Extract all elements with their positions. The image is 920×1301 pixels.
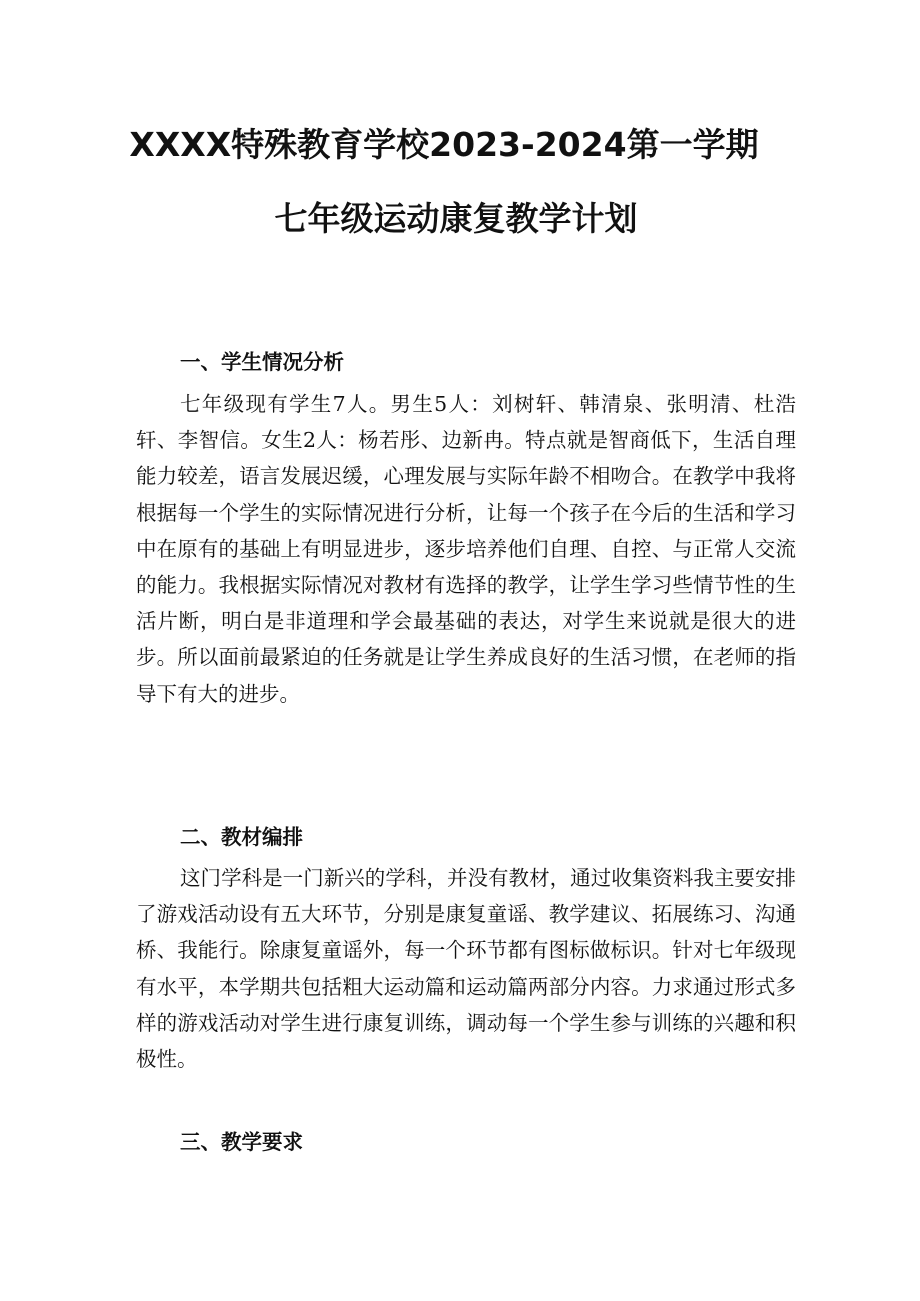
section-heading-requirements: 三、教学要求 — [180, 1130, 303, 1154]
section-paragraph-materials: 这门学科是一门新兴的学科，并没有教材，通过收集资料我主要安排了游戏活动设有五大环节，分别是康复童谣、教学建议、拓展练习、沟通桥、我能行。除康复童谣外，每一个环节都有图标做标识。针对七年级现有水平，本学期共包括粗大运动篇和运动篇两部分内容。力求通过形式多样的游戏活动对学生进行康复训练，调动每一个学生参与训练的兴趣和积极性。 — [136, 866, 796, 1072]
document-title-line-1: XXXX特殊教育学校2023-2024第一学期 — [129, 125, 759, 164]
document-title-line-2: 七年级运动康复教学计划 — [274, 199, 638, 238]
section-heading-materials: 二、教材编排 — [180, 825, 303, 849]
section-paragraph-student-analysis: 七年级现有学生7人。男生5人：刘树轩、韩清泉、张明清、杜浩轩、李智信。女生2人：杨若彤、边新冉。特点就是智商低下，生活自理能力较差，语言发展迟缓，心理发展与实际年龄不相吻合。在教学中我将根据每一个学生的实际情况进行分析，让每一个孩子在今后的生活和学习中在原有的基础上有明显进步，逐步培养他们自理、自控、与正常人交流的能力。我根据实际情况对教材有选择的教学，让学生学习些情节性的生活片断，明白是非道理和学会最基础的表达，对学生来说就是很大的进步。所以面前最紧迫的任务就是让学生养成良好的生活习惯，在老师的指导下有大的进步。 — [136, 392, 796, 706]
section-heading-student-analysis: 一、学生情况分析 — [180, 350, 344, 374]
